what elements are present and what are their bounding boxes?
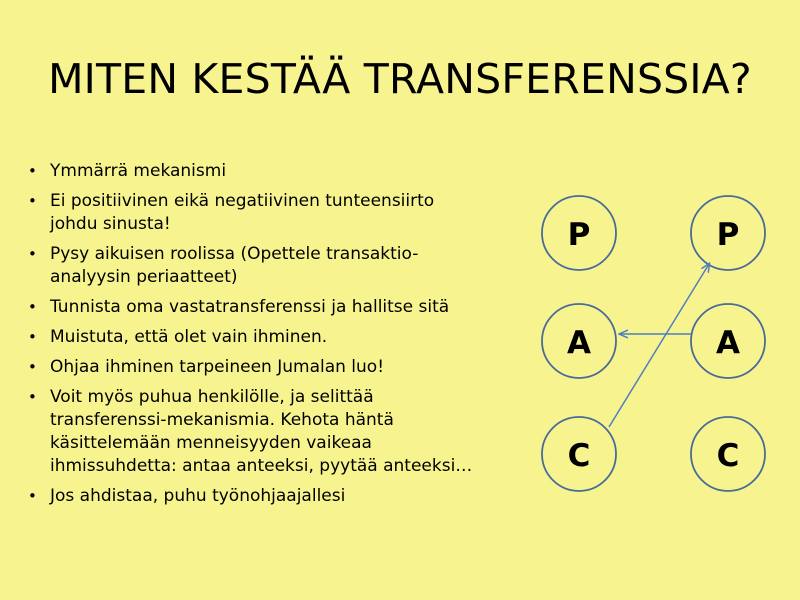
bullet-line: Ohjaa ihminen tarpeineen Jumalan luo!	[50, 357, 385, 377]
bullet-dot-icon: •	[28, 328, 37, 346]
left-circle-c	[542, 417, 616, 491]
bullet-line: käsittelemään menneisyyden vaikeaa	[50, 433, 372, 453]
bullet-line: Jos ahdistaa, puhu työnohjaajallesi	[50, 486, 346, 506]
bullet-line: Voit myös puhua henkilölle, ja selittää	[50, 387, 374, 407]
bullet-dot-icon: •	[28, 298, 37, 316]
right-circle-p-label: P	[716, 217, 740, 253]
bullet-dot-icon: •	[28, 487, 37, 505]
right-circle-a-label: A	[716, 325, 740, 361]
right-circle-c	[691, 417, 765, 491]
bullet-dot-icon: •	[28, 192, 37, 210]
bullet-line: johdu sinusta!	[50, 214, 171, 234]
left-circle-a	[542, 304, 616, 378]
left-circle-c-label: C	[567, 438, 591, 474]
bullet-dot-icon: •	[28, 245, 37, 263]
left-circle-p-label: P	[567, 217, 591, 253]
bullet-line: analyysin periaatteet)	[50, 267, 238, 287]
bullet-dot-icon: •	[28, 358, 37, 376]
bullet-line: Muistuta, että olet vain ihminen.	[50, 327, 328, 347]
bullet-line: transferenssi-mekanismia. Kehota häntä	[50, 410, 394, 430]
bullet-line: Ei positiivinen eikä negatiivinen tunteensiirto	[50, 191, 435, 211]
bullet-line: Tunnista oma vastatransferenssi ja hallitse sitä	[50, 297, 450, 317]
right-circle-p	[691, 196, 765, 270]
bullet-dot-icon: •	[28, 162, 37, 180]
bullet-line: Ymmärrä mekanismi	[50, 161, 227, 181]
bullet-dot-icon: •	[28, 388, 37, 406]
left-circle-p	[542, 196, 616, 270]
bullet-line: Pysy aikuisen roolissa (Opettele transaktio-	[50, 244, 419, 264]
bullet-line: ihmissuhdetta: antaa anteeksi, pyytää anteeksi…	[50, 456, 473, 476]
right-circle-a	[691, 304, 765, 378]
right-circle-c-label: C	[716, 438, 740, 474]
left-circle-a-label: A	[567, 325, 591, 361]
slide-title: MITEN KESTÄÄ TRANSFERENSSIA?	[48, 55, 752, 103]
